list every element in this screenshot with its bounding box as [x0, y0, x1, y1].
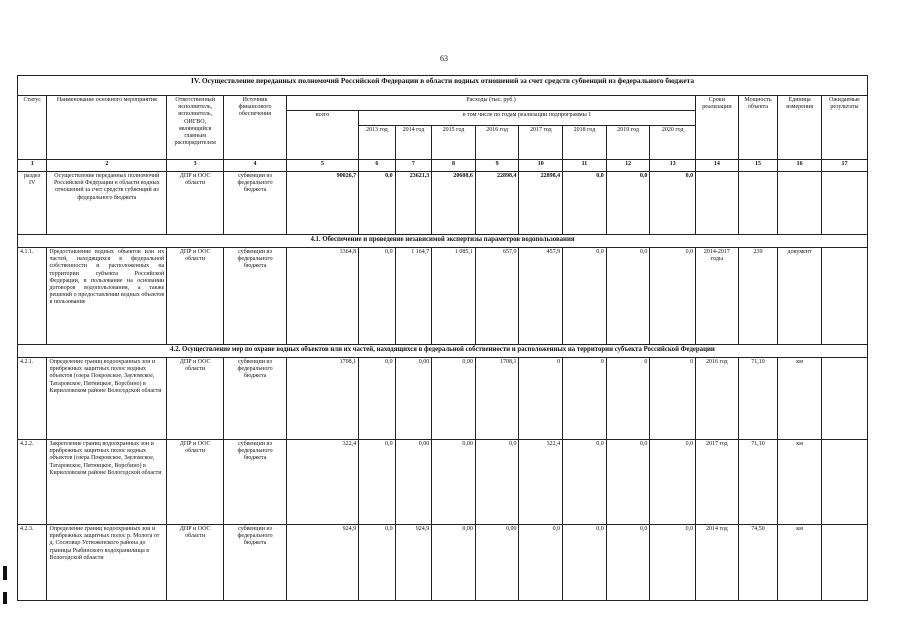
header-unit: Единица измерения [778, 96, 822, 160]
row-terms: 2014 год [696, 525, 739, 601]
row-source: субвенции из федерального бюджета [224, 525, 287, 601]
row-value: 0,0 [563, 248, 607, 345]
row-capacity: 71,10 [738, 358, 778, 440]
row-value: 0,0 [650, 172, 696, 235]
row-value: 1 085,1 [432, 248, 476, 345]
header-terms: Сроки реализации [696, 96, 739, 160]
row-unit: км [778, 440, 822, 525]
column-number-row [18, 160, 868, 172]
subsection-row [18, 345, 868, 358]
column-number: 7 [395, 160, 432, 172]
row-value: 1708,1 [475, 358, 519, 440]
row-value: 0,0 [650, 248, 696, 345]
header-source: Источник финансового обеспечения [224, 96, 287, 160]
table-row [18, 525, 868, 601]
row-value: 0,0 [359, 525, 396, 601]
header-name: Наименование основного мероприятия [47, 96, 167, 160]
column-number: 1 [18, 160, 47, 172]
row-name: Закрепление границ водоохранных зон и прибрежных защитных полос водных объектов (озера Покровское, Зауломское, Татаровское, Пятницкое, Ворсбино) в Кирилловском районе Вологодской области [47, 440, 167, 525]
row-value: 0,00 [395, 440, 432, 525]
row-value: 3364,8 [287, 248, 359, 345]
row-value: 1 164,7 [395, 248, 432, 345]
row-value: 0,0 [475, 440, 519, 525]
row-responsible: ДПР и ООС области [167, 358, 224, 440]
column-number: 13 [650, 160, 696, 172]
table-row [18, 172, 868, 235]
row-status: раздел IV [18, 172, 47, 235]
row-unit: км [778, 525, 822, 601]
row-value: 0,0 [606, 440, 650, 525]
column-number: 14 [696, 160, 739, 172]
row-source: субвенции из федерального бюджета [224, 358, 287, 440]
row-source: субвенции из федерального бюджета [224, 248, 287, 345]
margin-mark [3, 566, 7, 580]
row-terms: 2017 год [696, 440, 739, 525]
row-unit: документ [778, 248, 822, 345]
row-value: 0,0 [359, 358, 396, 440]
header-year: 2019 год [606, 126, 650, 160]
row-value: 924,9 [395, 525, 432, 601]
row-capacity: 71,10 [738, 440, 778, 525]
row-value: 0 [606, 358, 650, 440]
row-value: 0,0 [650, 525, 696, 601]
row-value: 0,0 [519, 525, 563, 601]
row-value: 0,0 [606, 525, 650, 601]
page-number: 63 [440, 54, 448, 63]
row-value: 0 [650, 358, 696, 440]
row-value: 0,0 [606, 248, 650, 345]
row-value: 23621,3 [395, 172, 432, 235]
row-value: 0,00 [432, 440, 476, 525]
row-code: 4.2.2. [18, 440, 47, 525]
row-code: 4.2.1. [18, 358, 47, 440]
column-number: 8 [432, 160, 476, 172]
row-name: Определение границ водоохранных зон и прибрежных защитных полос водных объектов (озера Покровское, Зауломское, Татаровское, Пятницкое, Ворсбино) в Кирилловском районе Вологодской области [47, 358, 167, 440]
header-year: 2018 год [563, 126, 607, 160]
column-number: 17 [821, 160, 867, 172]
program-table [17, 75, 868, 601]
row-value: 0,0 [359, 248, 396, 345]
row-value: 22898,4 [475, 172, 519, 235]
column-number: 12 [606, 160, 650, 172]
header-year: 2014 год [395, 126, 432, 160]
row-value: 0,00 [395, 358, 432, 440]
column-number: 2 [47, 160, 167, 172]
row-name: Предоставление водных объектов или их частей, находящихся в федеральной собственности и расположенных на территории субъекта Российской Федерации, в пользование на основании договоров водопользования, а также решений о предоставлении водных объектов в пользование [47, 248, 167, 345]
header-year: 2013 год [359, 126, 396, 160]
row-terms: 2016 год [696, 358, 739, 440]
row-value: 0,0 [359, 172, 396, 235]
column-number: 10 [519, 160, 563, 172]
row-value: 322,4 [519, 440, 563, 525]
header-row [18, 96, 868, 111]
header-total: всего [287, 111, 359, 160]
row-value: 0,0 [563, 525, 607, 601]
row-value: 0,0 [563, 440, 607, 525]
row-terms: 2014-2017 годы [696, 248, 739, 345]
row-value: 657,0 [475, 248, 519, 345]
row-value: 0,0 [563, 172, 607, 235]
table-row [18, 440, 868, 525]
subsection-title: 4.1. Обеспечение и проведение независимой экспертизы параметров водопользования [18, 235, 868, 248]
column-number: 16 [778, 160, 822, 172]
header-capacity: Мощность объекта [738, 96, 778, 160]
row-value: 1708,1 [287, 358, 359, 440]
header-by-years: в том числе по годам реализации подпрограммы 1 [359, 111, 696, 126]
row-value: 924,9 [287, 525, 359, 601]
header-responsible: Ответственный исполнитель, исполнитель, ОИГВО, являющийся главным распорядителем [167, 96, 224, 160]
column-number: 4 [224, 160, 287, 172]
row-source: субвенции из федерального бюджета [224, 172, 287, 235]
table-title: IV. Осуществление переданных полномочий Российской Федерации в области водных отношений за счет средств субвенций из федерального бюджета [18, 76, 868, 96]
row-responsible: ДПР и ООС области [167, 525, 224, 601]
row-code: 4.1.1. [18, 248, 47, 345]
row-unit: км [778, 358, 822, 440]
table-title-row [18, 76, 868, 96]
row-value: 0,0 [606, 172, 650, 235]
row-value: 0 [563, 358, 607, 440]
row-responsible: ДПР и ООС области [167, 440, 224, 525]
row-name: Определение границ водоохранных зон и прибрежных защитных полос р. Молога от д. Сосновцо Устюженского района до границы Рыбинского водохранилища в Вологодской области [47, 525, 167, 601]
row-value: 0,0 [650, 440, 696, 525]
row-name: Осуществление переданных полномочий Российской Федерации в области водных отношений за счет средств субвенций из федерального бюджета [47, 172, 167, 235]
row-value: 0 [519, 358, 563, 440]
column-number: 6 [359, 160, 396, 172]
row-code: 4.2.3. [18, 525, 47, 601]
header-year: 2020 год [650, 126, 696, 160]
row-value: 457,9 [519, 248, 563, 345]
row-responsible: ДПР и ООС области [167, 172, 224, 235]
column-number: 15 [738, 160, 778, 172]
header-status: Статус [18, 96, 47, 160]
column-number: 5 [287, 160, 359, 172]
subsection-title: 4.2. Осуществление мер по охране водных объектов или их частей, находящихся в федеральной собственности и расположенных на территории субъекта Российской Федерации [18, 345, 868, 358]
row-value: 0,00 [432, 525, 476, 601]
row-value: 0,00 [432, 358, 476, 440]
column-number: 11 [563, 160, 607, 172]
header-results: Ожидаемые результаты [821, 96, 867, 160]
header-expenses: Расходы (тыс. руб.) [287, 96, 696, 111]
table-row [18, 248, 868, 345]
row-value: 22898,4 [519, 172, 563, 235]
subsection-row [18, 235, 868, 248]
margin-mark [3, 592, 7, 604]
header-year: 2017 год [519, 126, 563, 160]
column-number: 3 [167, 160, 224, 172]
column-number: 9 [475, 160, 519, 172]
row-capacity: 239 [738, 248, 778, 345]
table-row [18, 358, 868, 440]
header-year: 2016 год [475, 126, 519, 160]
row-value: 20608,6 [432, 172, 476, 235]
row-responsible: ДПР и ООС области [167, 248, 224, 345]
row-value: 0,00 [475, 525, 519, 601]
header-year: 2015 год [432, 126, 476, 160]
row-capacity: 74,50 [738, 525, 778, 601]
row-source: субвенции из федерального бюджета [224, 440, 287, 525]
row-value: 90026,7 [287, 172, 359, 235]
row-value: 322,4 [287, 440, 359, 525]
row-value: 0,0 [359, 440, 396, 525]
